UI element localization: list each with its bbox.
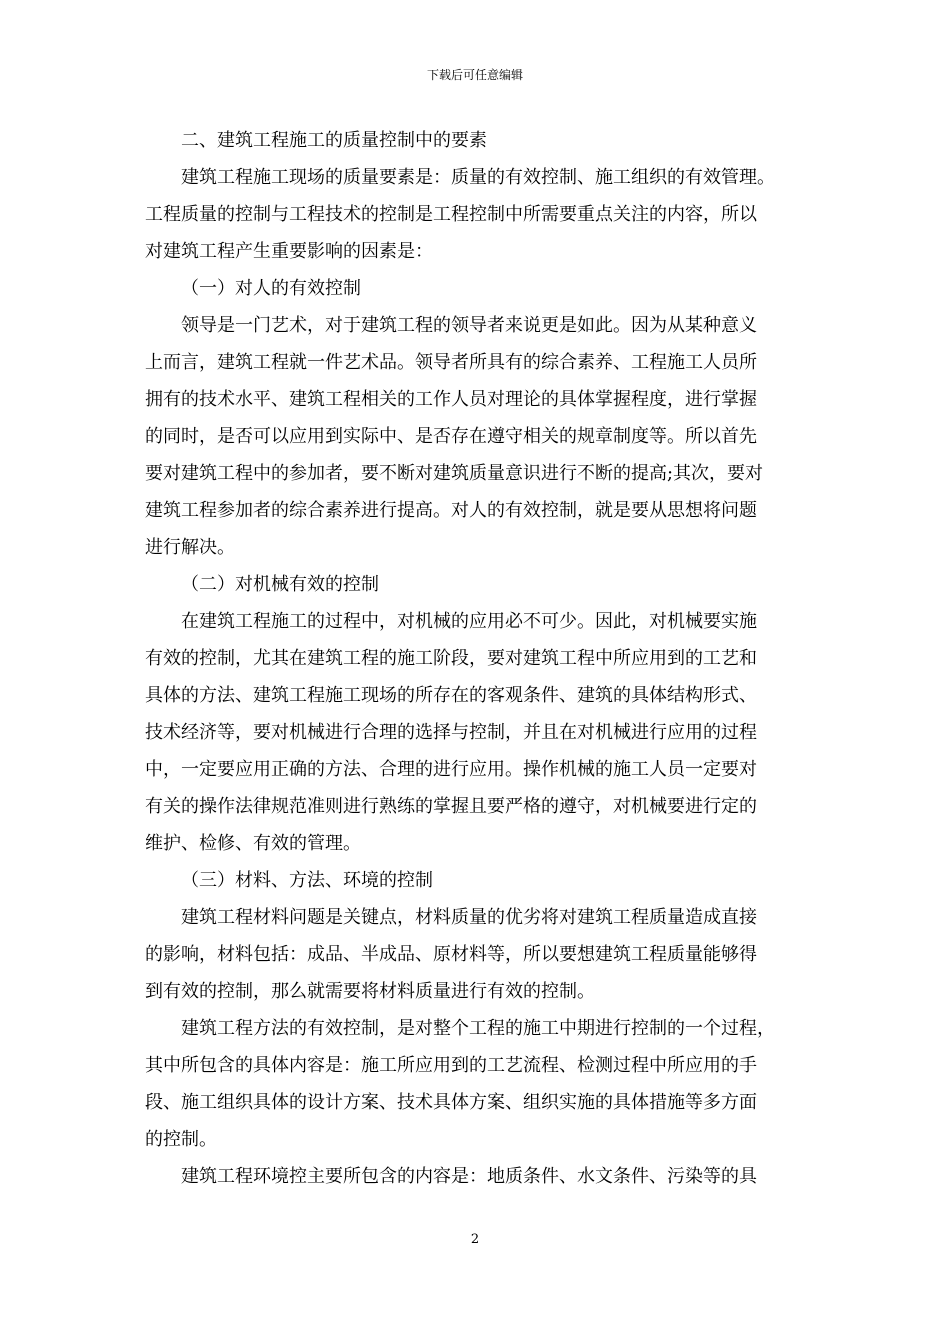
text-line: 上而言，建筑工程就一件艺术品。领导者所具有的综合素养、工程施工人员所	[145, 352, 757, 373]
text-line: 建筑工程材料问题是关键点，材料质量的优劣将对建筑工程质量造成直接	[181, 907, 757, 928]
text-line: 其中所包含的具体内容是：施工所应用到的工艺流程、检测过程中所应用的手	[145, 1055, 757, 1076]
page-header: 下载后可任意编辑	[426, 68, 523, 82]
subsection-heading	[145, 862, 807, 899]
text-line: 有效的控制，尤其在建筑工程的施工阶段，要对建筑工程中所应用到的工艺和	[145, 648, 757, 669]
page-number: 2	[470, 1232, 480, 1247]
text-line: 的同时，是否可以应用到实际中、是否存在遵守相关的规章制度等。所以首先	[145, 426, 757, 447]
text-line: 的控制。	[145, 1129, 217, 1150]
text-line: 要对建筑工程中的参加者，要不断对建筑质量意识进行不断的提高;其次，要对	[145, 463, 764, 484]
paragraph	[145, 159, 807, 270]
text-line: 工程质量的控制与工程技术的控制是工程控制中所需要重点关注的内容，所以	[145, 204, 757, 225]
document-body	[145, 122, 807, 1195]
text-line: 领导是一门艺术，对于建筑工程的领导者来说更是如此。因为从某种意义	[181, 315, 757, 336]
text-line: 中，一定要应用正确的方法、合理的进行应用。操作机械的施工人员一定要对	[145, 759, 757, 780]
text-line: 有关的操作法律规范准则进行熟练的掌握且要严格的遵守，对机械要进行定的	[145, 796, 757, 817]
text-line: 对建筑工程产生重要影响的因素是：	[145, 241, 433, 262]
subsection-heading	[145, 270, 807, 307]
text-line: （三）材料、方法、环境的控制	[181, 870, 433, 891]
text-line: 二、建筑工程施工的质量控制中的要素	[181, 130, 487, 151]
text-line: 技术经济等，要对机械进行合理的选择与控制，并且在对机械进行应用的过程	[145, 722, 757, 743]
text-line: 具体的方法、建筑工程施工现场的所存在的客观条件、建筑的具体结构形式、	[145, 685, 757, 706]
text-line: 到有效的控制，那么就需要将材料质量进行有效的控制。	[145, 981, 595, 1002]
text-line: 维护、检修、有效的管理。	[145, 833, 361, 854]
text-line: 拥有的技术水平、建筑工程相关的工作人员对理论的具体掌握程度，进行掌握	[145, 389, 757, 410]
text-line: 的影响，材料包括：成品、半成品、原材料等，所以要想建筑工程质量能够得	[145, 944, 757, 965]
paragraph	[145, 1010, 807, 1158]
text-line: 建筑工程方法的有效控制，是对整个工程的施工中期进行控制的一个过程，	[181, 1018, 775, 1039]
text-line: 在建筑工程施工的过程中，对机械的应用必不可少。因此，对机械要实施	[181, 611, 757, 632]
text-line: 建筑工程施工现场的质量要素是：质量的有效控制、施工组织的有效管理。	[181, 167, 775, 188]
paragraph	[145, 1158, 807, 1195]
paragraph	[145, 899, 807, 1010]
text-line: 建筑工程环境控主要所包含的内容是：地质条件、水文条件、污染等的具	[181, 1166, 757, 1187]
text-line: （一）对人的有效控制	[181, 278, 361, 299]
text-line: 建筑工程参加者的综合素养进行提高。对人的有效控制，就是要从思想将问题	[145, 500, 757, 521]
text-line: 进行解决。	[145, 537, 235, 558]
text-line: （二）对机械有效的控制	[181, 574, 379, 595]
subsection-heading	[145, 566, 807, 603]
text-line: 段、施工组织具体的设计方案、技术具体方案、组织实施的具体措施等多方面	[145, 1092, 757, 1113]
paragraph	[145, 603, 807, 862]
paragraph	[145, 307, 807, 566]
section-heading	[145, 122, 807, 159]
